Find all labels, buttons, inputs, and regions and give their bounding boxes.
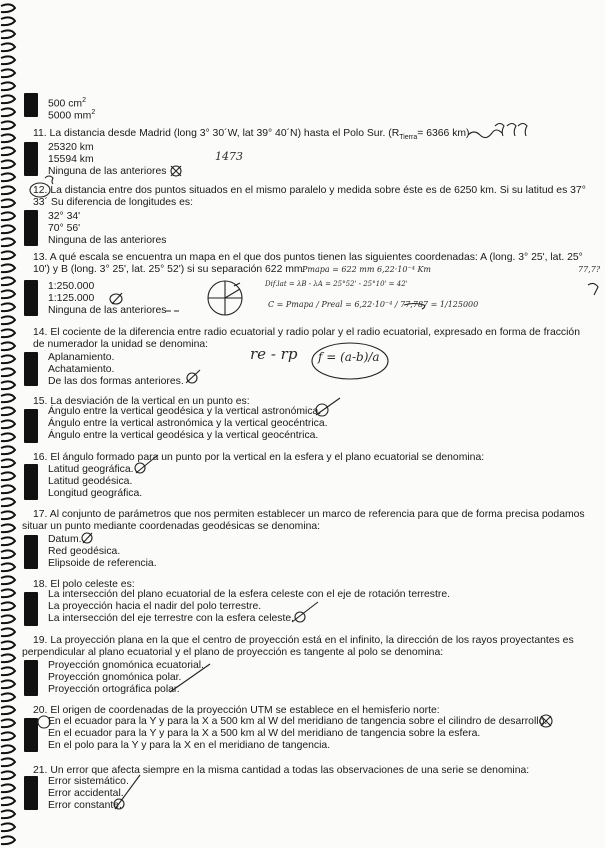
q12-option-b: 70° 56' xyxy=(48,223,81,234)
handwritten-note: re - rp xyxy=(250,345,298,363)
question-16: 16. El ángulo formado para un punto por la vertical en la esfera y el plano ecuatorial se denomina: xyxy=(33,452,485,463)
cross-mark xyxy=(112,293,179,311)
circled-answer-mark xyxy=(135,463,145,473)
handwritten-note: 77,7? xyxy=(578,265,601,274)
q20-option-b: En el ecuador para la Y y para la X a 500 km al W del meridiano de tangencia sobre la esfera. xyxy=(48,728,481,739)
question-18: 18. El polo celeste es: xyxy=(33,579,135,590)
question-14-line2: de numerador la unidad se denomina: xyxy=(33,339,209,350)
handwritten-note: C = Pmapa / Preal = 6,22·10⁻⁴ / 77,787 = 1/125000 xyxy=(268,300,479,309)
cross-mark xyxy=(186,370,200,383)
q14-option-b: Achatamiento. xyxy=(48,364,115,375)
circled-formula xyxy=(312,343,388,379)
q11-option-b: 15594 km xyxy=(48,154,94,165)
q14-option-a: Aplanamiento. xyxy=(48,352,115,363)
q15-option-c: Ángulo entre la vertical geodésica y la vertical geocéntrica. xyxy=(48,430,319,441)
q17-option-c: Elipsoide de referencia. xyxy=(48,558,157,569)
handwritten-note: f = (a-b)/a xyxy=(318,350,380,364)
underline-scribble xyxy=(404,304,425,310)
cross-mark xyxy=(115,775,140,809)
circled-answer-mark xyxy=(38,716,50,728)
question-21: 21. Un error que afecta siempre en la misma cantidad a todas las observaciones de una serie se denomina: xyxy=(33,765,530,776)
cross-mark xyxy=(541,716,551,726)
question-15: 15. La desviación de la vertical en un punto es: xyxy=(33,396,250,407)
q15-option-b: Ángulo entre la vertical astronómica y la vertical geocéntrica. xyxy=(48,418,328,429)
question-19-line1: 19. La proyección plana en la que el centro de proyección está en el infinito, la dirección de los rayos proyectantes es xyxy=(33,635,574,646)
option-5000mm: 5000 $mm^2$ xyxy=(48,109,96,122)
question-20: 20. El origen de coordenadas de la proyección UTM se establece en el hemisferio norte: xyxy=(33,705,440,716)
q15-option-a: Ángulo entre la vertical geodésica y la vertical astronómica. xyxy=(48,406,322,417)
q11-option-a: 25320 km xyxy=(48,142,94,153)
cross-mark xyxy=(171,166,181,176)
q13-option-c: Ninguna de las anteriores xyxy=(48,305,167,316)
question-17-line1: 17. Al conjunto de parámetros que nos permiten establecer un marco de referencia para que de forma precisa podamos xyxy=(33,509,585,520)
handwritten-note: Dif.lat = λB - λA = 25°52' - 25°10' = 42' xyxy=(265,280,408,288)
question-13-line2: 10') y B (long. 3° 25', lat. 25° 52') si su separación 622 mm: xyxy=(33,264,306,275)
q19-option-b: Proyección gnomónica polar. xyxy=(48,672,182,683)
q21-option-b: Error accidental. xyxy=(48,788,124,799)
question-11: 11. La distancia desde Madrid (long 3° 30´W, lat 39° 40´N) hasta el Polo Sur. ($R_{Tierra}= 6366$ km) xyxy=(33,128,470,142)
question-19-line2: perpendicular al plano ecuatorial y el plano de proyección es tangente al polo se denomina: xyxy=(22,647,444,658)
question-17-line2: situar un punto mediante coordenadas geodésicas se denomina: xyxy=(22,521,321,532)
q12-option-c: Ninguna de las anteriores xyxy=(48,235,167,246)
question-scribble xyxy=(45,176,53,184)
cross-mark xyxy=(136,455,158,473)
cross-mark xyxy=(170,664,210,692)
q11-option-c: Ninguna de las anteriores xyxy=(48,166,167,177)
q18-option-c: La intersección del eje terrestre con la esfera celeste. xyxy=(48,613,295,624)
q21-option-c: Error constante. xyxy=(48,800,122,811)
q18-option-a: La intersección del plano ecuatorial de la esfera celeste con el eje de rotación terrestre. xyxy=(48,589,451,600)
q20-option-a: En el ecuador para la Y y para la X a 500 km al W del meridiano de tangencia sobre el cilindro de desarrollo. xyxy=(48,716,548,727)
q17-option-a: Datum. xyxy=(48,534,82,545)
q17-option-b: Red geodésica. xyxy=(48,546,121,557)
q16-option-c: Longitud geográfica. xyxy=(48,488,143,499)
handwritten-note: Pmapa = 622 mm 6,22·10⁻⁴ Km xyxy=(302,265,432,274)
question-12-line1: 12. La distancia entre dos puntos situados en el mismo paralelo y medida sobre éste es de 6250 km. Si su latitud es 37° xyxy=(33,185,586,196)
option-500cm: 500 $cm^2$ xyxy=(48,97,86,110)
q18-option-b: La proyección hacia el nadir del polo terrestre. xyxy=(48,601,262,612)
q12-option-a: 32° 34' xyxy=(48,211,81,222)
q21-option-a: Error sistemático. xyxy=(48,776,129,787)
handwritten-note: 1473 xyxy=(215,150,243,163)
q14-option-c: De las dos formas anteriores. xyxy=(48,376,184,387)
q19-option-c: Proyección ortográfica polar. xyxy=(48,684,180,695)
q13-option-b: 1:125.000 xyxy=(48,293,95,304)
q19-option-a: Proyección gnomónica ecuatorial. xyxy=(48,660,204,671)
q13-option-a: 1:250.000 xyxy=(48,281,95,292)
q16-option-a: Latitud geográfica. xyxy=(48,464,134,475)
circled-number xyxy=(30,183,50,197)
bracket-scribble xyxy=(588,283,598,295)
question-14-line1: 14. El cociente de la diferencia entre radio ecuatorial y radio polar y el radio ecuatorial, expresado en forma de fracción xyxy=(33,327,580,338)
question-scribble xyxy=(468,124,527,138)
question-12-line2: 33´ Su diferencia de longitudes es: xyxy=(33,197,194,208)
q16-option-b: Latitud geodésica. xyxy=(48,476,133,487)
question-13-line1: 13. A qué escala se encuentra un mapa en el que dos puntos tienen las siguientes coordenadas: A (long. 3° 25', lat. 25° xyxy=(33,252,583,263)
q20-option-c: En el polo para la Y y para la X en el meridiano de tangencia. xyxy=(48,740,331,751)
